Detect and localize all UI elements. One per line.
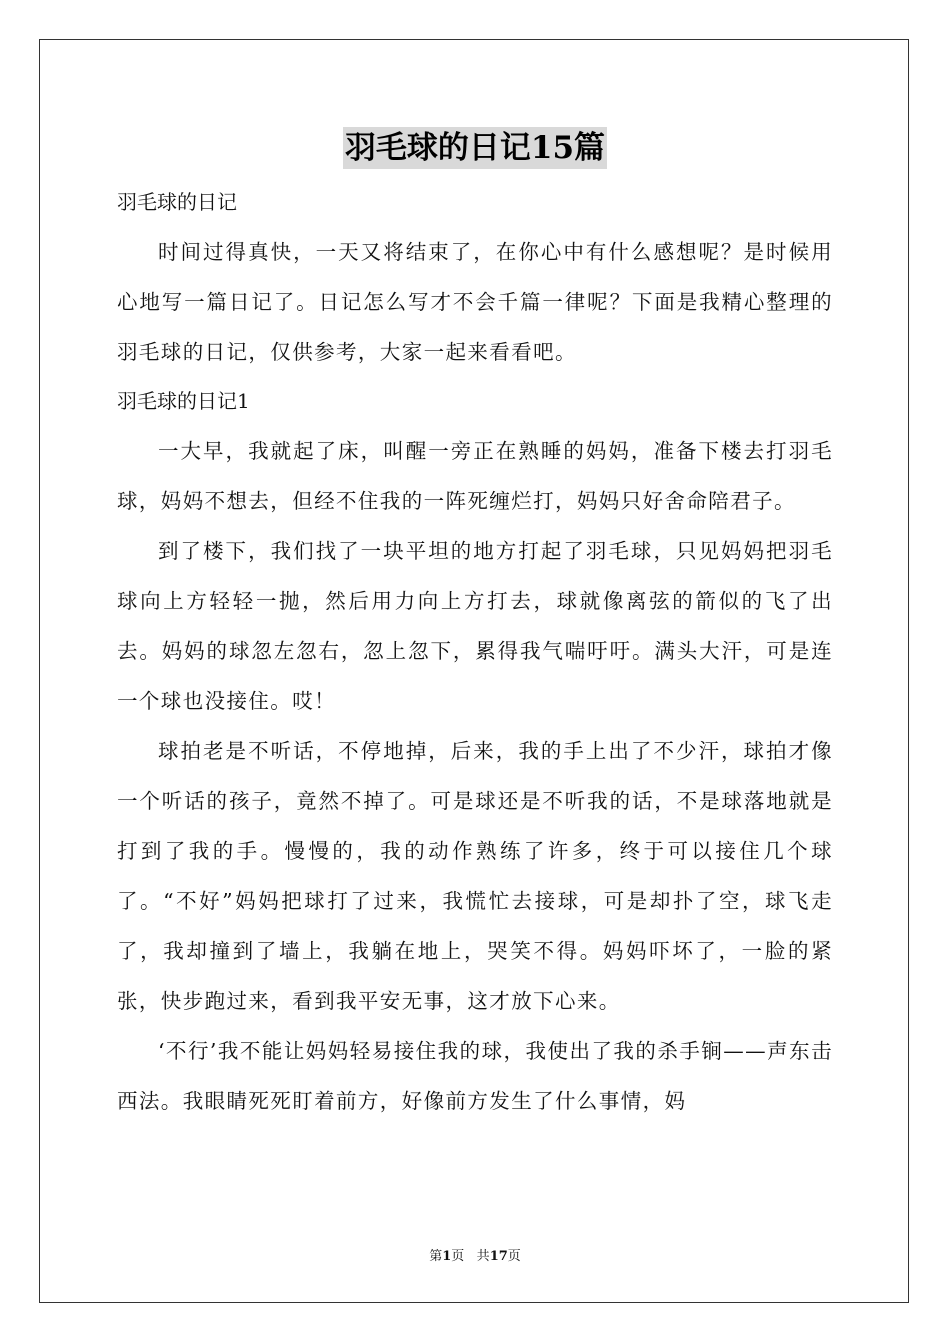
document-body [117, 178, 833, 1126]
entry-paragraph: ‘不行’我不能让妈妈轻易接住我的球，我使出了我的杀手锏——声东击西法。我眼睛死死盯着前方，好像前方发生了什么事情，妈 [117, 1039, 833, 1113]
intro-paragraph: 时间过得真快，一天又将结束了，在你心中有什么感想呢？是时候用心地写一篇日记了。日记怎么写才不会千篇一律呢？下面是我精心整理的羽毛球的日记，仅供参考，大家一起来看看吧。 [117, 240, 833, 364]
entry-paragraph: 球拍老是不听话，不停地掉，后来，我的手上出了不少汗，球拍才像一个听话的孩子，竟然不掉了。可是球还是不听我的话，不是球落地就是打到了我的手。慢慢的，我的动作熟练了许多，终于可以接住几个球了。“不好”妈妈把球打了过来，我慌忙去接球，可是却扑了空，球飞走了，我却撞到了墙上，我躺在地上，哭笑不得。妈妈吓坏了，一脸的紧张，快步跑过来，看到我平安无事，这才放下心来。 [117, 739, 833, 1013]
current-page-number: 1 [442, 1249, 452, 1264]
total-prefix: 共 [476, 1249, 490, 1264]
total-page-count: 17 [489, 1249, 508, 1264]
page-footer [0, 1245, 950, 1264]
page-prefix: 第 [429, 1249, 443, 1264]
total-suffix: 页 [507, 1249, 521, 1264]
title-container [0, 127, 950, 169]
page-suffix: 页 [451, 1249, 465, 1264]
entry-heading: 羽毛球的日记1 [117, 389, 250, 413]
intro-heading: 羽毛球的日记 [117, 190, 237, 214]
entry-paragraph: 到了楼下，我们找了一块平坦的地方打起了羽毛球，只见妈妈把羽毛球向上方轻轻一抛，然后用力向上方打去，球就像离弦的箭似的飞了出去。妈妈的球忽左忽右，忽上忽下，累得我气喘吁吁。满头大汗，可是连一个球也没接住。哎！ [117, 539, 833, 713]
entry-paragraph: 一大早，我就起了床，叫醒一旁正在熟睡的妈妈，准备下楼去打羽毛球，妈妈不想去，但经不住我的一阵死缠烂打，妈妈只好舍命陪君子。 [117, 439, 833, 513]
document-title: 羽毛球的日记15篇 [343, 127, 607, 169]
